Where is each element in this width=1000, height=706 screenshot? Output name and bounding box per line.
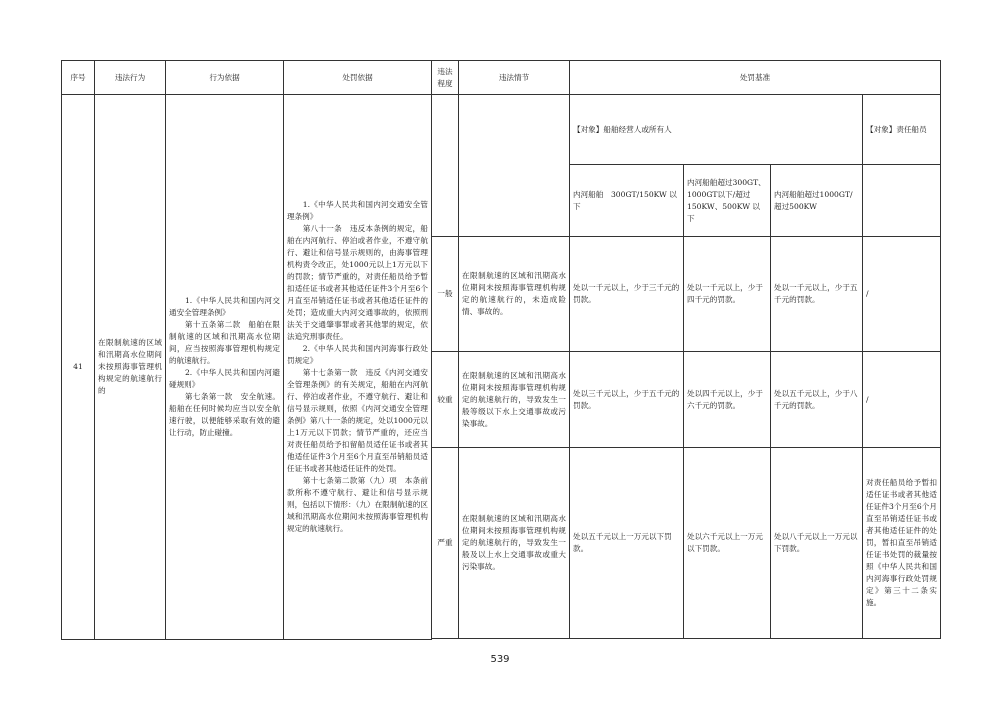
penalty-general-large: 处以一千元以上，少于五千元的罚款。 — [771, 237, 863, 352]
header-degree: 违法 程度 — [432, 61, 459, 95]
penalty-serious-small: 处以三千元以上，少于五千元的罚款。 — [570, 352, 684, 448]
penalty-severe-medium: 处以六千元以上一万元以下罚款。 — [684, 448, 771, 639]
crew-severe: 对责任船员给予暂扣适任证书或者其他适任证件3个月至6个月直至吊销适任证书或者其他适任证件的处罚，暂扣直至吊销适任证书处罚的裁量按照《中华人民共和国内河海事行政处罚规定》第三十二条实施。 — [863, 448, 941, 639]
penalty-serious-medium: 处以四千元以上，少于六千元的罚款。 — [684, 352, 771, 448]
header-no: 序号 — [62, 61, 95, 95]
circumstance-serious: 在限制航速的区域和汛期高水位期间未按照海事管理机构规定的航速航行的，导致发生一般等级以下水上交通事故或污染事故。 — [459, 352, 570, 448]
header-circumstance: 违法情节 — [459, 61, 570, 95]
violation-act: 在限制航速的区域和汛期高水位期间未按照海事管理机构规定的航速航行的 — [95, 95, 166, 640]
header-row — [62, 61, 941, 95]
sub-small: 内河船舶 300GT/150KW 以下 — [570, 165, 684, 237]
crew-serious: / — [863, 352, 941, 448]
circumstance-severe: 在限制航速的区域和汛期高水位期间未按照海事管理机构规定的航速航行的，导致发生一般及以上水上交通事故或重大污染事故。 — [459, 448, 570, 639]
penalty-severe-small: 处以五千元以上一万元以下罚款。 — [570, 448, 684, 639]
header-standard: 处罚基准 — [570, 61, 941, 95]
penalty-basis: 1.《中华人民共和国内河交通安全管理条例》 第八十一条 违反本条例的规定，船舶在内河航行、停泊或者作业，不遵守航行、避让和信号显示规则的，由海事管理机构责令改正，处1000元以上1万元以下的罚款；情节严重的，对责任船员给予暂扣适任证书或者其他适任证件3个月至6个月直至吊销适任证书或者其他适任证件的处罚；造成重大内河交通事故的，依照刑法关于交通肇事罪或者其他罪的规定，依法追究刑事责任。 2.《中华人民共和国内河海事行政处罚规定》 第十七条第一款 违反《内河交通安全管理条例》的有关规定，船舶在内河航行、停泊或者作业，不遵守航行、避让和信号显示规则，依照《内河交通安全管理条例》第八十一条的规定，处以1000元以上1万元以下罚款；情节严重的，还应当对责任船员给予扣留船员适任证书或者其他适任证件3个月至6个月直至吊销船员适任证书或者其他适任证件的处罚。 第十七条第二款第（九）项 本条前款所称不遵守航行、避让和信号显示规则，包括以下情形：（九）在限制航速的区域和汛期高水位期间未按照海事管理机构规定的航速航行。 — [284, 95, 432, 640]
circumstance-blank — [459, 95, 570, 237]
sub-medium: 内河船舶超过300GT、1000GT以下/超过 150KW、500KW 以下 — [684, 165, 771, 237]
behavior-basis: 1.《中华人民共和国内河交通安全管理条例》 第十五条第二款 船舶在限制航速的区域和汛期高水位期间，应当按照海事管理机构规定的航速航行。 2.《中华人民共和国内河避碰规则》 第七条第一款 安全航速。船舶在任何时候均应当以安全航速行驶，以便能够采取有效的避让行动，防止碰撞。 — [166, 95, 284, 640]
circumstance-general: 在限制航速的区域和汛期高水位期间未按照海事管理机构规定的航速航行的，未造成险情、事故的。 — [459, 237, 570, 352]
penalty-serious-large: 处以五千元以上，少于八千元的罚款。 — [771, 352, 863, 448]
target-crew: 【对象】责任船员 — [863, 95, 941, 165]
degree-blank — [432, 95, 459, 237]
sub-large: 内河船舶超过1000GT/超过500KW — [771, 165, 863, 237]
penalty-general-medium: 处以一千元以上，少于四千元的罚款。 — [684, 237, 771, 352]
degree-serious: 较重 — [432, 352, 459, 448]
degree-severe: 严重 — [432, 448, 459, 639]
header-basis: 行为依据 — [166, 61, 284, 95]
penalty-severe-large: 处以八千元以上一万元以下罚款。 — [771, 448, 863, 639]
header-penalty-basis: 处罚依据 — [284, 61, 432, 95]
penalty-general-small: 处以一千元以上，少于三千元的罚款。 — [570, 237, 684, 352]
sub-crew-blank — [863, 165, 941, 237]
spacer-cell — [432, 639, 941, 640]
crew-general: / — [863, 237, 941, 352]
degree-general: 一般 — [432, 237, 459, 352]
target-owner: 【对象】船舶经营人或所有人 — [570, 95, 863, 165]
row-number: 41 — [62, 95, 95, 640]
penalty-standard-table — [61, 60, 941, 640]
page-number: 539 — [490, 654, 510, 665]
header-act: 违法行为 — [95, 61, 166, 95]
target-row — [62, 95, 941, 165]
